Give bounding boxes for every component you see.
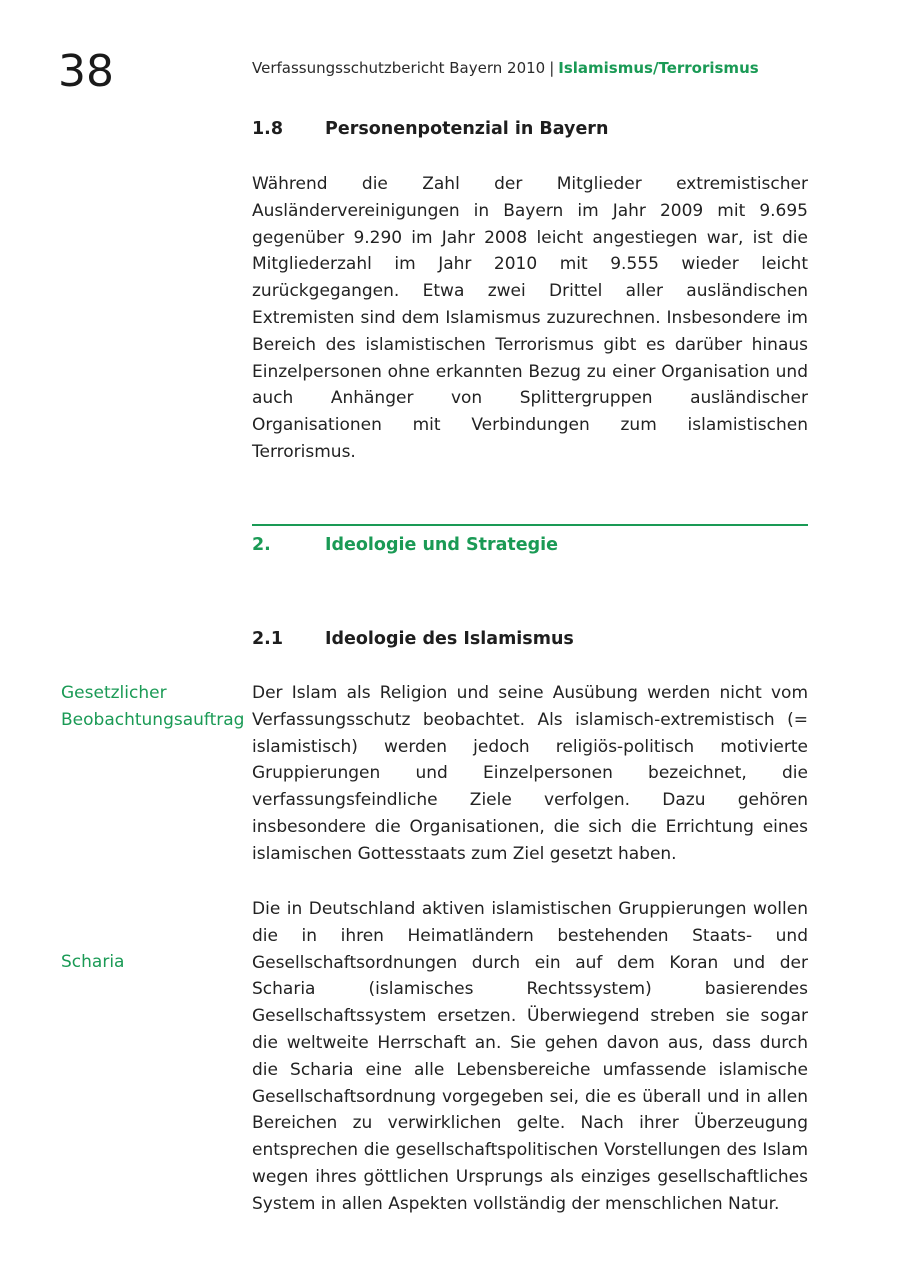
paragraph-2-1-b: Die in Deutschland aktiven islamistischen Gruppierungen wollen die in ihren Heimatländern bestehenden Staats- und Gesellschaftsordnungen durch ein auf dem Koran und der Scharia (islamisches Rechtssystem) basierendes Gesellschaftssystem ersetzen. Überwiegend streben sie sogar die weltweite Herrschaft an. Sie gehen davon aus, dass durch die Scharia eine alle Lebensbereiche umfassende islamische Gesellschaftsordnung vorgegeben sei, die es überall und in allen Bereichen zu verwirklichen gelte. Nach ihrer Überzeugung entsprechen die gesellschaftspolitischen Vorstellungen des Islam wegen ihres göttlichen Ursprungs als einziges gesellschaftliches System in allen Aspekten vollständig der menschlichen Natur. <box>252 899 808 1214</box>
section-divider <box>252 524 808 526</box>
section-heading-2-1 <box>252 629 812 649</box>
section-number: 2.1 <box>252 629 284 649</box>
section-number: 1.8 <box>252 119 284 139</box>
section-number: 2. <box>252 535 271 555</box>
paragraph-1-8: Während die Zahl der Mitglieder extremistischer Ausländervereinigungen in Bayern im Jahr 2009 mit 9.695 gegenüber 9.290 im Jahr 2008 leicht angestiegen war, ist die Mitgliederzahl im Jahr 2010 mit 9.555 wieder leicht zurückgegangen. Etwa zwei Drittel aller ausländischen Extremisten sind dem Islamismus zuzurechnen. Insbesondere im Bereich des islamistischen Terrorismus gibt es darüber hinaus Einzelpersonen ohne erkannten Bezug zu einer Organisation und auch Anhänger von Splittergruppen ausländischer Organisationen mit Verbindungen zum islamistischen Terrorismus. <box>252 174 808 462</box>
paragraph-2-1-a: Der Islam als Religion und seine Ausübung werden nicht vom Verfassungsschutz beobachtet. Als islamisch-extremistisch (= islamistisch) werden jedoch religiös-politisch motivierte Gruppierungen und Einzelpersonen bezeichnet, die verfassungsfeindliche Ziele verfolgen. Dazu gehören insbesondere die Organisationen, die sich die Errichtung eines islamischen Gottesstaats zum Ziel gesetzt haben. <box>252 683 808 864</box>
section-heading-2 <box>252 535 812 555</box>
section-heading-1-8 <box>252 119 812 139</box>
section-title: Personenpotenzial in Bayern <box>325 119 609 139</box>
margin-note-scharia: Scharia <box>61 952 125 972</box>
running-header <box>252 59 759 77</box>
running-header-title: Verfassungsschutzbericht Bayern 2010 <box>252 59 546 77</box>
running-header-section: Islamismus/Terrorismus <box>558 59 759 77</box>
section-title: Ideologie und Strategie <box>325 535 559 555</box>
margin-note-beobachtungsauftrag <box>61 680 245 734</box>
running-header-separator: | <box>549 59 555 77</box>
margin-note-text: Gesetzlicher Beobachtungsauftrag <box>61 683 245 730</box>
page-number: 38 <box>58 46 114 97</box>
section-title: Ideologie des Islamismus <box>325 629 574 649</box>
